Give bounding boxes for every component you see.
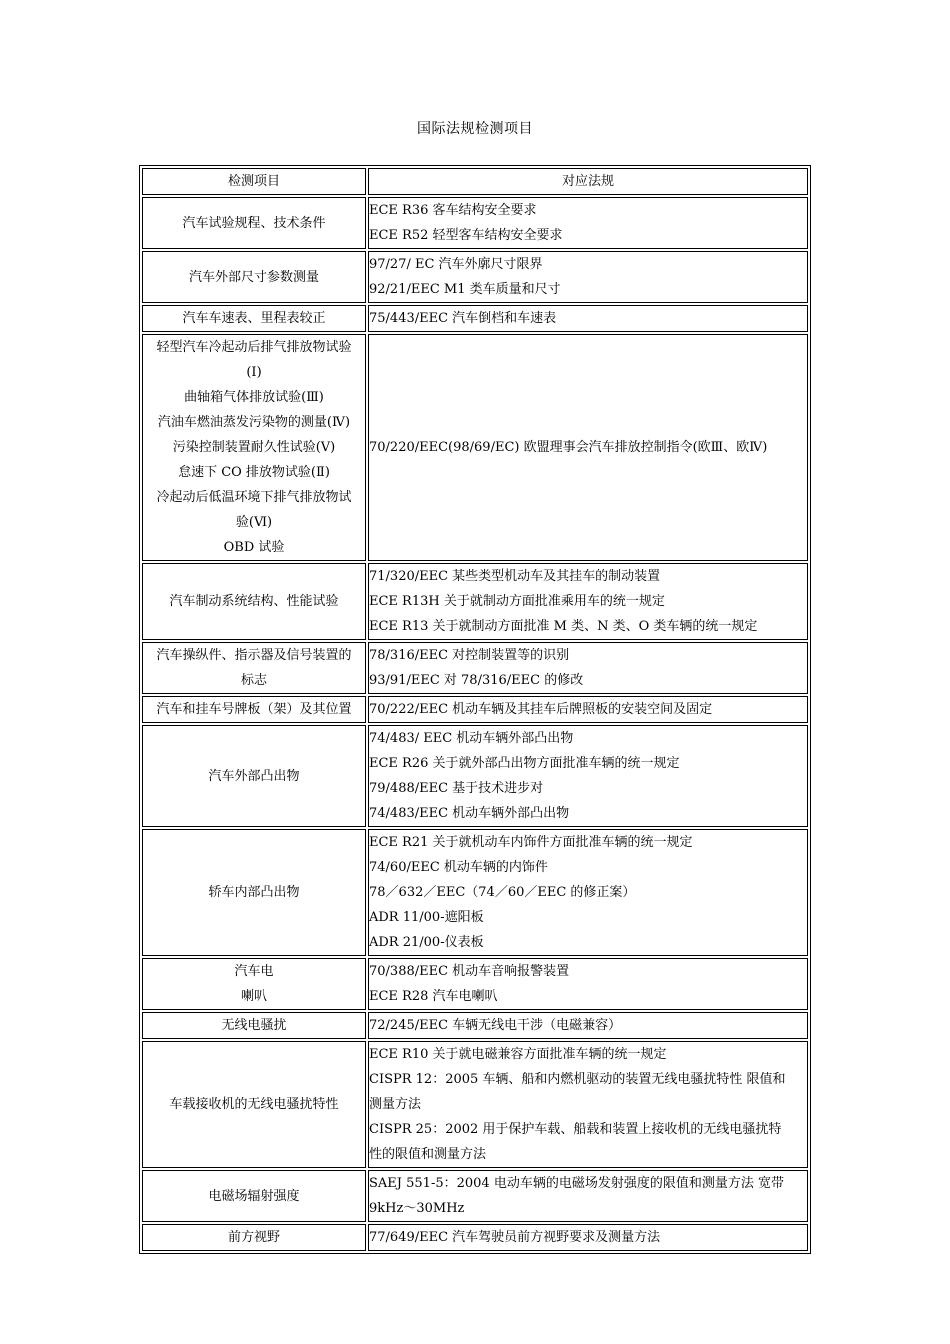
test-item-text: 汽车车速表、里程表较正 <box>182 311 326 326</box>
test-item-cell <box>142 334 366 561</box>
regulation-text: 93/91/EEC 对 78/316/EEC 的修改 <box>369 673 584 688</box>
regulation-text: 78／632／EEC（74／60／EEC 的修正案） <box>369 885 636 900</box>
regulation-text: 测量方法 <box>369 1097 422 1112</box>
test-item-cell <box>142 829 366 956</box>
regulation-text: 70/220/EEC(98/69/EC) 欧盟理事会汽车排放控制指令(欧Ⅲ、欧Ⅳ) <box>369 440 768 455</box>
test-item-text: OBD 试验 <box>223 540 285 555</box>
table-row <box>142 696 808 723</box>
test-item-text: 汽车电 <box>234 964 274 979</box>
regulation-text: 77/649/EEC 汽车驾驶员前方视野要求及测量方法 <box>369 1230 661 1245</box>
test-item-text: 验(Ⅵ) <box>235 515 273 530</box>
test-item-cell <box>142 696 366 723</box>
table-row <box>142 1170 808 1222</box>
regulation-text: ECE R13 关于就制动方面批准 M 类、N 类、O 类车辆的统一规定 <box>369 619 758 634</box>
regulation-text: 70/222/EEC 机动车辆及其挂车后牌照板的安装空间及固定 <box>369 702 713 717</box>
regulation-text: ECE R36 客车结构安全要求 <box>369 203 537 218</box>
regulation-cell <box>368 251 808 303</box>
regulation-cell <box>368 1224 808 1251</box>
regulation-text: ADR 11/00-遮阳板 <box>369 910 484 925</box>
regulation-text: 72/245/EEC 车辆无线电干涉（电磁兼容） <box>369 1018 622 1033</box>
regulation-text: 性的限值和测量方法 <box>369 1147 487 1162</box>
test-item-cell <box>142 958 366 1010</box>
regulation-text: ECE R52 轻型客车结构安全要求 <box>369 228 563 243</box>
regulation-text: SAEJ 551-5：2004 电动车辆的电磁场发射强度的限值和测量方法 宽带 <box>369 1176 784 1191</box>
test-item-text: 无线电骚扰 <box>221 1018 287 1033</box>
regulation-cell <box>368 958 808 1010</box>
test-item-text: 冷起动后低温环境下排气排放物试 <box>156 490 352 505</box>
table-row <box>142 1012 808 1039</box>
table-header-row <box>142 168 808 195</box>
test-item-text: 轿车内部凸出物 <box>208 885 300 900</box>
regulation-text: ADR 21/00-仪表板 <box>369 935 484 950</box>
test-item-text: 喇叭 <box>240 989 267 1004</box>
test-item-text: 汽车操纵件、指示器及信号装置的 <box>156 648 352 663</box>
regulation-text: 79/488/EEC 基于技术进步对 <box>369 781 544 796</box>
test-item-text: 汽车外部尺寸参数测量 <box>188 269 319 285</box>
test-item-cell <box>142 642 366 694</box>
regulation-cell <box>368 725 808 827</box>
regulation-text: 74/483/ EEC 机动车辆外部凸出物 <box>369 731 574 746</box>
test-item-cell <box>142 725 366 827</box>
regulation-text: CISPR 12：2005 车辆、船和内燃机驱动的装置无线电骚扰特性 限值和 <box>369 1072 786 1087</box>
regulation-text: 75/443/EEC 汽车倒档和车速表 <box>369 311 557 326</box>
regulation-text: ECE R13H 关于就制动方面批准乘用车的统一规定 <box>369 594 665 609</box>
test-item-text: 前方视野 <box>227 1230 280 1245</box>
test-item-text: 电磁场辐射强度 <box>208 1188 300 1204</box>
regulation-text: ECE R28 汽车电喇叭 <box>369 989 498 1004</box>
regulation-text: ECE R10 关于就电磁兼容方面批准车辆的统一规定 <box>369 1047 667 1062</box>
table-row <box>142 197 808 249</box>
test-item-text: 曲轴箱气体排放试验(Ⅲ) <box>184 390 324 405</box>
test-item-text: 车载接收机的无线电骚扰特性 <box>169 1097 339 1112</box>
test-item-cell <box>142 197 366 249</box>
regulation-cell <box>368 696 808 723</box>
regulation-cell <box>368 1041 808 1168</box>
test-item-cell <box>142 1012 366 1039</box>
regulation-text: 92/21/EEC M1 类车质量和尺寸 <box>369 282 561 297</box>
test-item-cell <box>142 251 366 303</box>
table-row <box>142 1224 808 1251</box>
regulation-cell <box>368 563 808 640</box>
test-item-text: 怠速下 CO 排放物试验(Ⅱ) <box>178 465 330 480</box>
test-item-text: (Ⅰ) <box>246 365 262 380</box>
table-row <box>142 829 808 956</box>
regulation-cell <box>368 334 808 561</box>
regulation-cell <box>368 642 808 694</box>
table-row <box>142 642 808 694</box>
regulation-cell <box>368 197 808 249</box>
regulation-cell <box>368 1170 808 1222</box>
test-item-text: 汽车试验规程、技术条件 <box>182 215 326 231</box>
regulation-cell <box>368 305 808 332</box>
regulation-text: 78/316/EEC 对控制装置等的识别 <box>369 648 570 663</box>
test-item-cell <box>142 305 366 332</box>
test-item-text: 汽车制动系统结构、性能试验 <box>169 594 339 609</box>
regulations-table <box>139 165 811 1254</box>
regulation-text: 71/320/EEC 某些类型机动车及其挂车的制动装置 <box>369 569 661 584</box>
test-item-cell <box>142 1224 366 1251</box>
table-row <box>142 251 808 303</box>
regulation-text: 74/483/EEC 机动车辆外部凸出物 <box>369 806 570 821</box>
table-row <box>142 305 808 332</box>
test-item-text: 污染控制装置耐久性试验(Ⅴ) <box>172 440 336 455</box>
test-item-text: 汽车外部凸出物 <box>208 768 300 784</box>
test-item-text: 汽油车燃油蒸发污染物的测量(Ⅳ) <box>157 415 351 430</box>
regulation-text: ECE R21 关于就机动车内饰件方面批准车辆的统一规定 <box>369 835 693 850</box>
regulation-text: CISPR 25：2002 用于保护车载、船载和装置上接收机的无线电骚扰特 <box>369 1122 782 1137</box>
test-item-cell <box>142 1170 366 1222</box>
regulation-cell <box>368 1012 808 1039</box>
regulation-text: 9kHz～30MHz <box>369 1201 465 1216</box>
table-row <box>142 958 808 1010</box>
test-item-cell <box>142 1041 366 1168</box>
table-row <box>142 1041 808 1168</box>
regulation-cell <box>368 829 808 956</box>
test-item-cell <box>142 563 366 640</box>
test-item-text: 轻型汽车冷起动后排气排放物试验 <box>156 340 352 355</box>
regulation-text: 74/60/EEC 机动车辆的内饰件 <box>369 860 548 875</box>
regulation-text: 97/27/ EC 汽车外廓尺寸限界 <box>369 257 543 272</box>
regulation-text: 70/388/EEC 机动车音响报警装置 <box>369 964 570 979</box>
regulation-text: ECE R26 关于就外部凸出物方面批准车辆的统一规定 <box>369 756 680 771</box>
table-row <box>142 725 808 827</box>
test-item-text: 标志 <box>240 673 267 688</box>
header-item: 检测项目 <box>142 168 366 195</box>
test-item-text: 汽车和挂车号牌板（架）及其位置 <box>156 702 352 717</box>
table-row <box>142 334 808 561</box>
document-title: 国际法规检测项目 <box>417 121 533 137</box>
header-regulation: 对应法规 <box>368 168 808 195</box>
table-row <box>142 563 808 640</box>
